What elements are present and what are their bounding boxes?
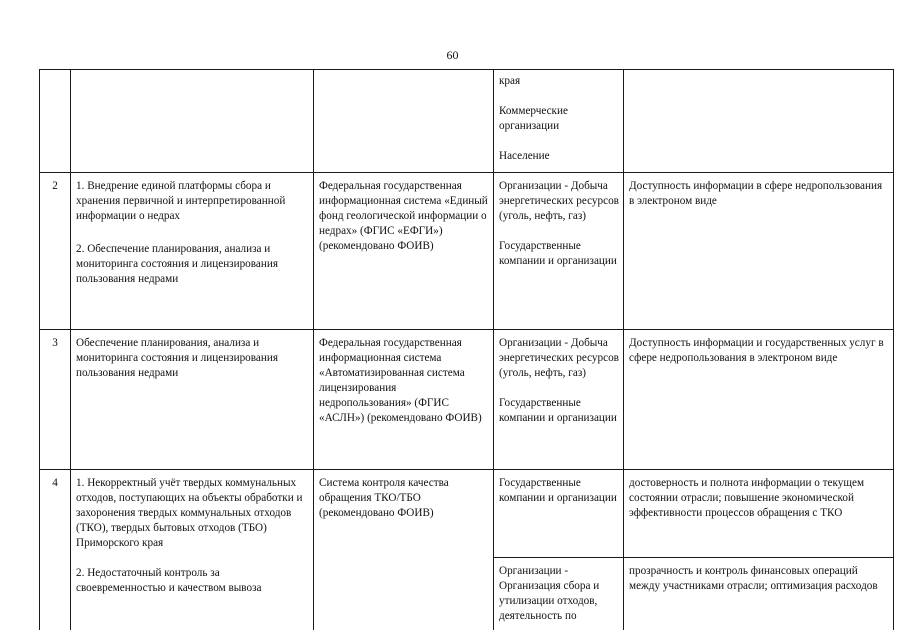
- row-4-effect-b: прозрачность и контроль финансовых операций между участниками отрасли; оптимизация расходов: [624, 558, 894, 630]
- row-3-number: 3: [40, 330, 71, 470]
- row-4-system: Система контроля качества обращения ТКО/ТБО (рекомендовано ФОИВ): [314, 470, 494, 630]
- row-4-users-a: Государственные компании и организации: [494, 470, 624, 558]
- row-3-effect: Доступность информации и государственных услуг в сфере недропользования в электроном виде: [624, 330, 894, 470]
- page-number: 60: [446, 48, 459, 62]
- row-2-users: [494, 173, 624, 330]
- cont-users-line-2: Коммерческие организации: [499, 105, 568, 132]
- row-3-system: Федеральная государственная информационная система «Автоматизированная система лицензирования недропользования» (ФГИС «АСЛН») (рекомендовано ФОИВ): [314, 330, 494, 470]
- row-4-effect-a: достоверность и полнота информации о текущем состоянии отрасли; повышение экономической эффективности процессов обращения с ТКО: [624, 470, 894, 558]
- row-4-users-b: Организации - Организация сбора и утилизации отходов, деятельность по: [494, 558, 624, 630]
- row-2-number: 2: [40, 173, 71, 330]
- row-2-problem-p1: 1. Внедрение единой платформы сбора и хранения первичной и интерпретированной информации о недрах: [76, 180, 286, 222]
- row-2-users-p2: Государственные компании и организации: [499, 240, 617, 267]
- row-3-users-p2: Государственные компании и организации: [499, 397, 617, 424]
- row-2-problem-p2: 2. Обеспечение планирования, анализа и мониторинга состояния и лицензирования пользования недрами: [76, 243, 278, 285]
- row-3-users-p1: Организации - Добыча энергетических ресурсов (уголь, нефть, газ): [499, 337, 619, 379]
- cont-users-line-3: Население: [499, 150, 550, 162]
- cont-row-number: [40, 70, 71, 173]
- row-3-users: [494, 330, 624, 470]
- cont-row-users: [494, 70, 624, 173]
- cont-row-effect: [624, 70, 894, 173]
- cont-row-problem: [71, 70, 314, 173]
- row-3-problem: Обеспечение планирования, анализа и мониторинга состояния и лицензирования пользования недрами: [71, 330, 314, 470]
- row-4-problem-p2: 2. Недостаточный контроль за своевременностью и качеством вывоза: [76, 567, 262, 594]
- row-4-problem-p1: 1. Некорректный учёт твердых коммунальных отходов, поступающих на объекты обработки и захоронения твердых коммунальных отходов (ТКО), твердых бытовых отходов (ТБО) Приморского края: [76, 477, 303, 549]
- row-2-problem: [71, 173, 314, 330]
- cont-row-system: [314, 70, 494, 173]
- cont-users-line-1: края: [499, 75, 521, 87]
- row-4-number: 4: [40, 470, 71, 630]
- row-2-effect: Доступность информации в сфере недропользования в электроном виде: [624, 173, 894, 330]
- row-4-problem: [71, 470, 314, 630]
- measures-table: [39, 69, 894, 630]
- row-2-users-p1: Организации - Добыча энергетических ресурсов (уголь, нефть, газ): [499, 180, 619, 222]
- row-2-system: Федеральная государственная информационная система «Единый фонд геологической информации о недрах» (ФГИС «ЕФГИ») (рекомендовано ФОИВ): [314, 173, 494, 330]
